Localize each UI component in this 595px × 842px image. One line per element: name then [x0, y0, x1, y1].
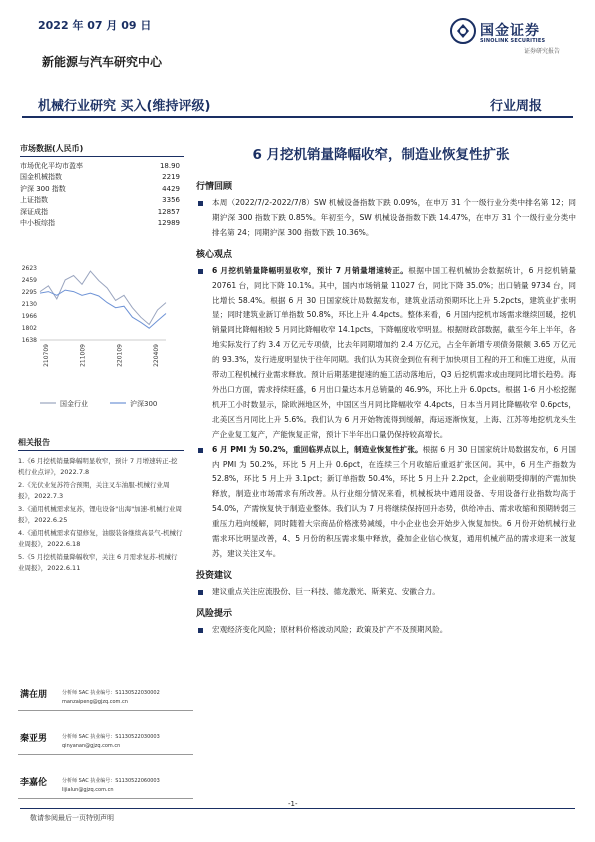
- chart-legend: [34, 398, 184, 410]
- report-date: 2022 年 07 月 09 日: [38, 19, 152, 32]
- bullet-icon: [198, 628, 203, 633]
- x-tick-label: 210709: [43, 344, 50, 367]
- market-row: [20, 218, 184, 229]
- bullet-icon: [198, 201, 203, 206]
- analyst-name: 满在朋: [20, 690, 48, 700]
- x-tick-label: 220109: [116, 344, 124, 367]
- y-tick-label: 2459: [21, 276, 37, 284]
- analyst-divider: [18, 754, 193, 755]
- section-review-title: 行情回顾: [196, 182, 233, 192]
- analyst-sac: 分析师 SAC 执业编号：S1130522030002: [62, 690, 160, 696]
- legend-industry-label: 国金行业: [60, 400, 88, 408]
- industry-rating: 机械行业研究 买入(维持评级): [38, 99, 211, 114]
- logo-mark-icon: [450, 18, 476, 44]
- view2-lead: 6 月 PMI 为 50.2%，重回临界点以上，制造业恢复性扩张。: [212, 444, 423, 454]
- report-title: 6 月挖机销量降幅收窄，制造业恢复性扩张: [252, 147, 510, 163]
- main-content: [196, 143, 576, 638]
- market-data-panel: [20, 143, 184, 229]
- view1-lead: 6 月挖机销量降幅明显收窄，预计 7 月销量增速转正。: [212, 265, 409, 275]
- related-report-item: 4.《通用机械需求有望修复，油服装备继续高景气-机械行业周报》，2022.6.18: [18, 529, 183, 548]
- y-tick-label: 2130: [21, 301, 37, 309]
- x-tick-label: 220409: [153, 344, 160, 367]
- market-row: [20, 195, 184, 206]
- related-reports: [18, 437, 184, 576]
- analyst-info: [62, 777, 160, 795]
- market-row-value: 18.90: [159, 162, 180, 170]
- market-row-label: 国金机械指数: [20, 173, 62, 182]
- footer-divider: [20, 808, 575, 809]
- related-report-item: 1.《6 月挖机销量降幅明显收窄，预计 7 月增速转正-挖机行业点评》，2022.7.8: [18, 457, 178, 476]
- analyst-name: 李嘉伦: [20, 778, 48, 788]
- index-chart: [14, 262, 184, 382]
- related-report-item: 2.《光伏业复苏符合预期，关注叉车油服-机械行业周报》，2022.7.3: [18, 481, 170, 500]
- y-tick-label: 1802: [21, 325, 37, 333]
- analyst-block: [18, 731, 193, 775]
- market-row-value: 4429: [162, 184, 180, 193]
- market-row: [20, 161, 184, 172]
- analyst-sac: 分析师 SAC 执业编号：S1130522030003: [62, 734, 160, 740]
- bullet-icon: [198, 590, 203, 595]
- section-views-title: 核心观点: [196, 249, 233, 260]
- market-row-label: 上证指数: [20, 196, 48, 205]
- company-name-en: SINOLINK SECURITIES: [480, 38, 546, 44]
- view-paragraph-2: 6 月 PMI 为 50.2%，重回临界点以上，制造业恢复性扩张。根据 6 月 30 日国家统计局数据发布，6 月国内 PMI 为 50.2%，环比 5 月上升 0.6pct，在连续三个月收缩后重返扩张区间。其中，6 月生产指数为 52.8%，环比 5 月上升 3.1pct；新订单指数 50.4%，环比 5 月上升 2.2pct，企业前期受抑制的产需加快释放，制造业市场需求有所改善。从行业细分情况来看，机械板块中通用设备、专用设备行业指数均高于 54.0%，产需恢复快于制造业整体。我们认为 7 月将继续保持回升态势，供给冲击、需求收缩和预期转弱三重压力趋向缓解，同时随着大宗商品价格涨势减缓，中小企业也会开始步入恢复加快。6 月份开始机械行业需求环比明显改善，4、5 月份的积压需求集中释放，叠加企业信心恢复，通用机械产品的需求迎来一波复苏，建议关注叉车。: [196, 443, 576, 562]
- market-row: [20, 172, 184, 183]
- analyst-sac: 分析师 SAC 执业编号：S1130522060003: [62, 778, 160, 784]
- market-row-label: 深证成指: [20, 207, 48, 216]
- market-row-label: 市场优化平均市盈率: [20, 162, 83, 170]
- risk-paragraph: 宏观经济变化风险；原材料价格波动风险；政策及扩产不及预期风险。: [196, 623, 576, 638]
- related-reports-title: 相关报告: [18, 437, 184, 451]
- research-center: 新能源与汽车研究中心: [42, 55, 163, 69]
- bullet-icon: [198, 269, 203, 274]
- related-report-item: 5.《5 月挖机销量降幅收窄，关注 6 月需求复苏-机械行业周报》，2022.6.11: [18, 553, 178, 572]
- company-subtitle: 证券研究报告: [524, 48, 561, 55]
- analyst-email[interactable]: lijialun@gjzq.com.cn: [62, 787, 114, 793]
- market-data-title: 市场数据(人民币): [20, 143, 184, 157]
- analyst-email[interactable]: qinyanan@gjzq.com.cn: [62, 743, 121, 749]
- section-risk-title: 风险提示: [196, 608, 233, 619]
- review-paragraph: 本周（2022/7/2-2022/7/8）SW 机械设备指数下跌 0.09%，在申万 31 个一级行业分类中排名第 12；同期沪深 300 指数下跌 0.85%。年初至今，SW 机械设备指数下跌 14.47%，在申万 31 个一级行业分类中排名第 24；同期沪深 300 指数下跌 10.36%。: [196, 196, 576, 241]
- related-report-item: 3.《通用机械需求复苏，锂电设备"出海"加速-机械行业周报》，2022.6.25: [18, 505, 183, 524]
- analyst-list: [18, 687, 193, 819]
- report-type: 行业周报: [490, 99, 543, 114]
- company-name-cn: 国金证券: [480, 23, 540, 39]
- bullet-icon: [198, 448, 203, 453]
- market-row-value: 12989: [157, 218, 180, 227]
- invest-paragraph: 建议重点关注应流股份、巨一科技、德龙激光、斯莱克、安徽合力。: [196, 585, 576, 600]
- analyst-block: [18, 687, 193, 731]
- y-tick-label: 1638: [21, 337, 37, 344]
- market-row: [20, 184, 184, 195]
- market-row-value: 3356: [162, 196, 180, 205]
- analyst-name: 秦亚男: [20, 734, 48, 744]
- analyst-divider: [18, 798, 193, 799]
- y-tick-label: 2623: [21, 265, 37, 272]
- header-divider: [22, 116, 573, 118]
- analyst-info: [62, 733, 160, 751]
- footer-disclaimer: 敬请参阅最后一页特别声明: [30, 814, 114, 822]
- market-row-value: 2219: [162, 173, 180, 182]
- analyst-info: [62, 689, 160, 707]
- analyst-email[interactable]: manzaipeng@gjzq.com.cn: [62, 699, 128, 705]
- analyst-divider: [18, 710, 193, 711]
- related-reports-list: [18, 456, 184, 573]
- legend-index-label: 沪深300: [130, 400, 158, 408]
- company-logo: [450, 18, 570, 58]
- y-tick-label: 1966: [21, 313, 37, 321]
- y-tick-label: 2295: [21, 288, 37, 296]
- x-tick-label: 211009: [79, 344, 87, 367]
- market-row-label: 中小板综指: [20, 218, 55, 227]
- series-line-0: [40, 271, 166, 324]
- market-data-rows: [20, 161, 184, 229]
- market-row-value: 12857: [157, 207, 180, 216]
- page-number: -1-: [288, 800, 298, 808]
- section-invest-title: 投资建议: [196, 570, 233, 581]
- market-row: [20, 207, 184, 218]
- market-row-label: 沪深 300 指数: [20, 184, 66, 193]
- view-paragraph-1: 6 月挖机销量降幅明显收窄，预计 7 月销量增速转正。根据中国工程机械协会数据统计，6 月挖机销量 20761 台，同比下降 10.1%。其中，国内市场销量 11027 台，同比下降 35.0%；出口销量 9734 台，同比增长 58.4%。根据 6 月 30 日国家统计局数据发布，建筑业活动预期环比上升 5.2pcts，建筑业扩张明显；同时建筑业新订单指数 50.8%，环比上升 4.4pcts。整体来看，6 月国内挖机市场需求继续回暖，挖机销量同比降幅相较 5 月同比降幅收窄 14.1pcts，下降幅度收窄明显。根据财政部数据，截至今年上半年，各地实际发行了约 3.4 万亿元专项债，比去年同期增加约 2.4 万亿元，占全年新增专项债务限额 3.65 万亿元的 93.3%，发行进度明显快于往年同期。我们认为其资金到位有利于加快项目工程的开工和施工进度，从而带动工程机械行业需求释放。预计后期基建提速的施工活动落地后，Q3 后挖机需求或由现同比增长趋势。海外出口方面，需求持续旺盛，6 月出口量达本月总销量的 46.9%，环比上升 6.0pcts。根据 1-6 月小松挖掘机开工小时数显示，除欧洲地区外，中国区当月同比降幅收窄 4.4pcts，日本当月同比降幅收窄 0.6pcts，北美区当月同比上升 5.6%。我们认为 6 月开始物流得到缓解，海运逐渐恢复，上海、江苏等地挖机龙头生产企业复工复产，产能恢复正常，预计下半年出口量仍保持较高增长。: [196, 264, 576, 443]
